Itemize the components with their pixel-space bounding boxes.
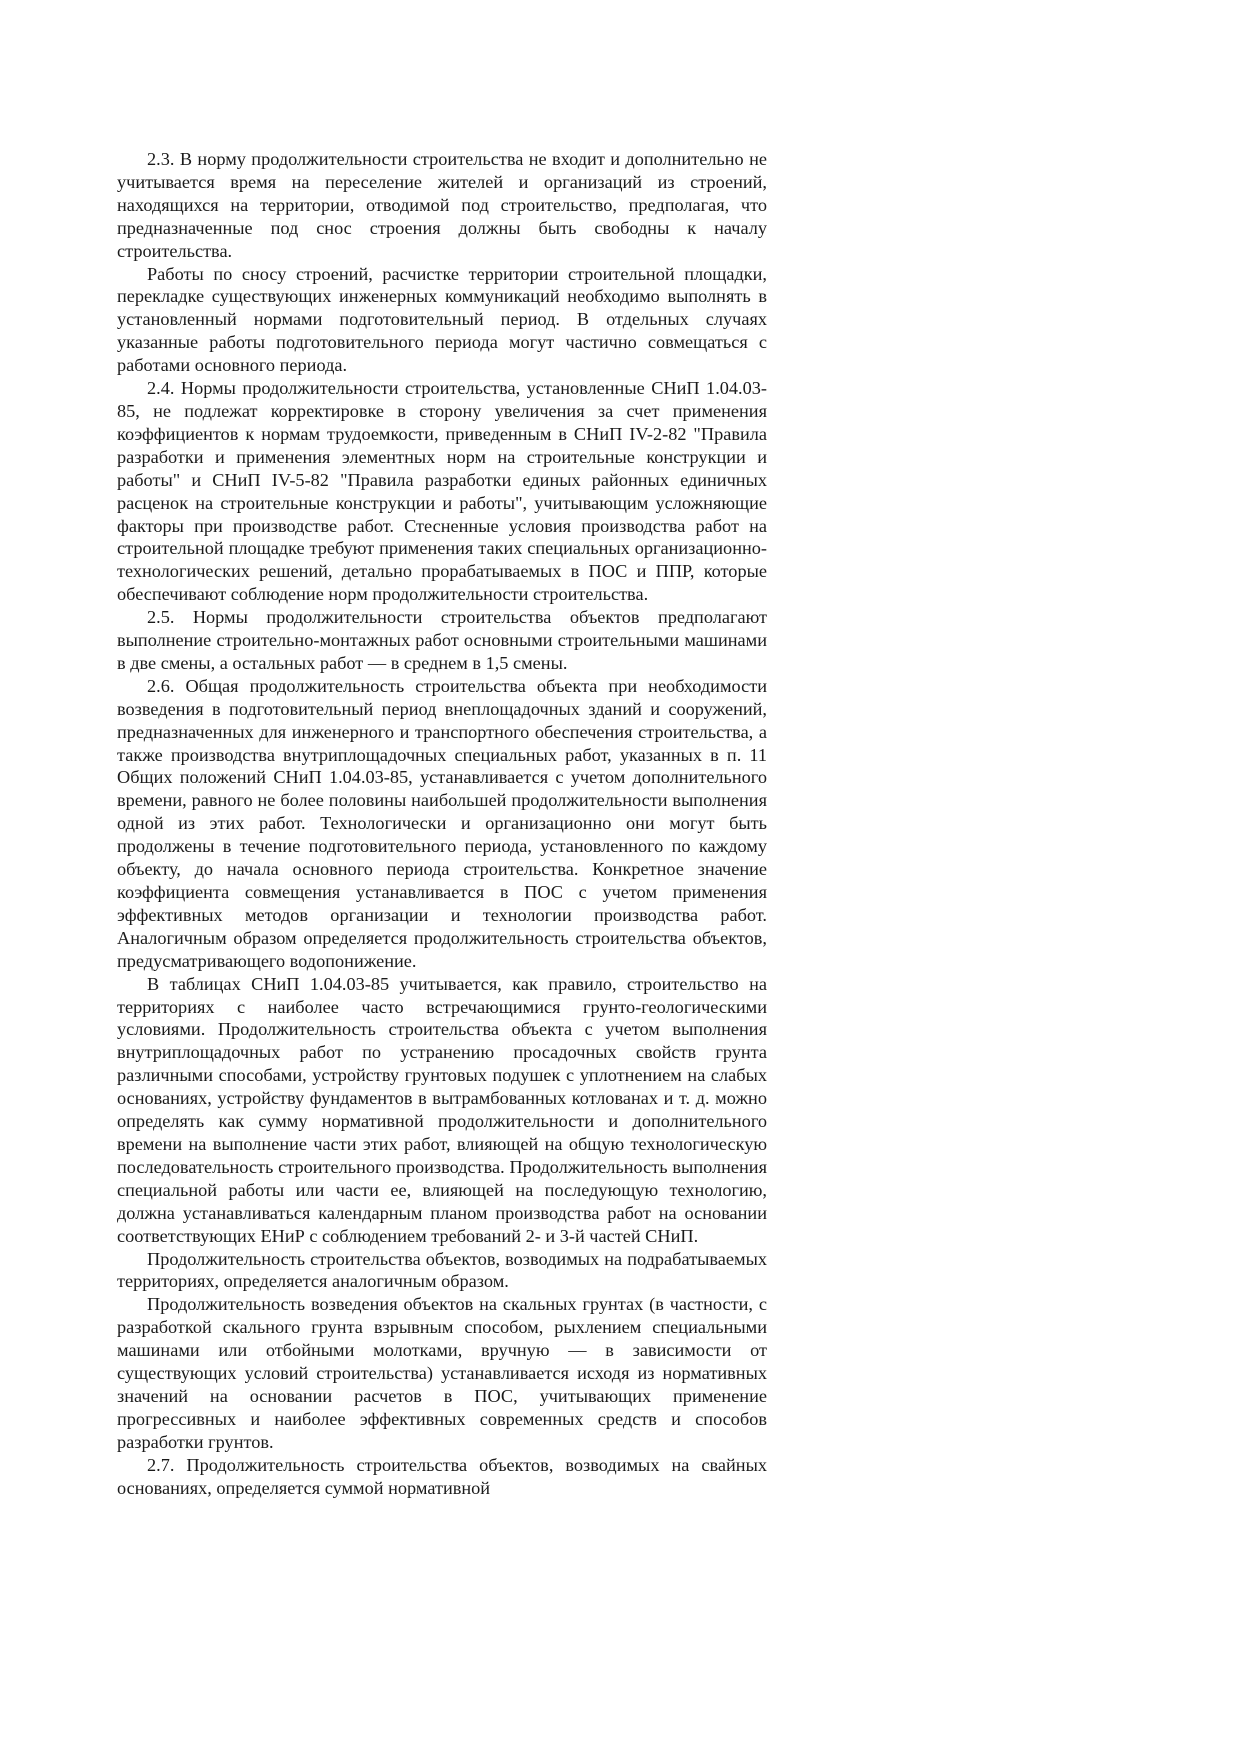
- paragraph-2-5: 2.5. Нормы продолжительности строительства объектов предполагают выполнение строительно-монтажных работ основными строительными машинами в две смены, а остальных работ — в среднем в 1,5 смены.: [117, 607, 767, 673]
- paragraph-2-3: 2.3. В норму продолжительности строительства не входит и дополнительно не учитывается время на переселение жителей и организаций из строений, находящихся на территории, отводимой под строительство, предполагая, что предназначенные под снос строения должны быть свободны к началу строительства.: [117, 149, 767, 261]
- paragraph-2-7: 2.7. Продолжительность строительства объектов, возводимых на свайных основаниях, определяется суммой нормативной: [117, 1454, 767, 1498]
- paragraph-2-4: 2.4. Нормы продолжительности строительства, установленные СНиП 1.04.03-85, не подлежат корректировке в сторону увеличения за счет применения коэффициентов к нормам трудоемкости, приведенным в СНиП IV-2-82 "Правила разработки и применения элементных норм на строительные конструкции и работы" и СНиП IV-5-82 "Правила разработки единых районных единичных расценок на строительные конструкции и работы", учитывающим усложняющие факторы при производстве работ. Стесненные условия производства работ на строительной площадке требуют применения таких специальных организационно-технологических решений, детально прорабатываемых в ПОС и ППР, которые обеспечивают соблюдение норм продолжительности строительства.: [117, 378, 767, 605]
- paragraph-rock-soils: Продолжительность возведения объектов на скальных грунтах (в частности, с разработкой скального грунта взрывным способом, рыхлением специальными машинами или отбойными молотками, вручную — в зависимости от существующих условий строительства) устанавливается исходя из нормативных значений на основании расчетов в ПОС, учитывающих применение прогрессивных и наиболее эффективных современных средств и способов разработки грунтов.: [117, 1294, 767, 1452]
- paragraph-2-6: 2.6. Общая продолжительность строительства объекта при необходимости возведения в подготовительный период внеплощадочных зданий и сооружений, предназначенных для инженерного и транспортного обеспечения строительства, а также производства внутриплощадочных специальных работ, указанных в п. 11 Общих положений СНиП 1.04.03-85, устанавливается с учетом дополнительного времени, равного не более половины наибольшей продолжительности выполнения одной из этих работ. Технологически и организационно они могут быть продолжены в течение подготовительного периода, установленного по каждому объекту, до начала основного периода строительства. Конкретное значение коэффициента совмещения устанавливается в ПОС с учетом применения эффективных методов организации и технологии производства работ. Аналогичным образом определяется продолжительность строительства объектов, предусматривающего водопонижение.: [117, 675, 767, 971]
- text-column: [117, 148, 767, 1499]
- paragraph-undermined-territories: Продолжительность строительства объектов, возводимых на подрабатываемых территориях, определяется аналогичным образом.: [117, 1248, 767, 1292]
- paragraph-soil-conditions: В таблицах СНиП 1.04.03-85 учитывается, как правило, строительство на территориях с наиболее часто встречающимися грунто-геологическими условиями. Продолжительность строительства объекта с учетом выполнения внутриплощадочных работ по устранению просадочных свойств грунта различными способами, устройству грунтовых подушек с уплотнением на слабых основаниях, устройству фундаментов в вытрамбованных котлованах и т. д. можно определять как сумму нормативной продолжительности и дополнительного времени на выполнение части этих работ, влияющей на общую технологическую последовательность строительного производства. Продолжительность выполнения специальной работы или части ее, влияющей на последующую технологию, должна устанавливаться календарным планом производства работ на основании соответствующих ЕНиР с соблюдением требований 2- и 3-й частей СНиП.: [117, 973, 767, 1246]
- paragraph-demolition-works: Работы по сносу строений, расчистке территории строительной площадки, перекладке существующих инженерных коммуникаций необходимо выполнять в установленный нормами подготовительный период. В отдельных случаях указанные работы подготовительного периода могут частично совмещаться с работами основного периода.: [117, 263, 767, 376]
